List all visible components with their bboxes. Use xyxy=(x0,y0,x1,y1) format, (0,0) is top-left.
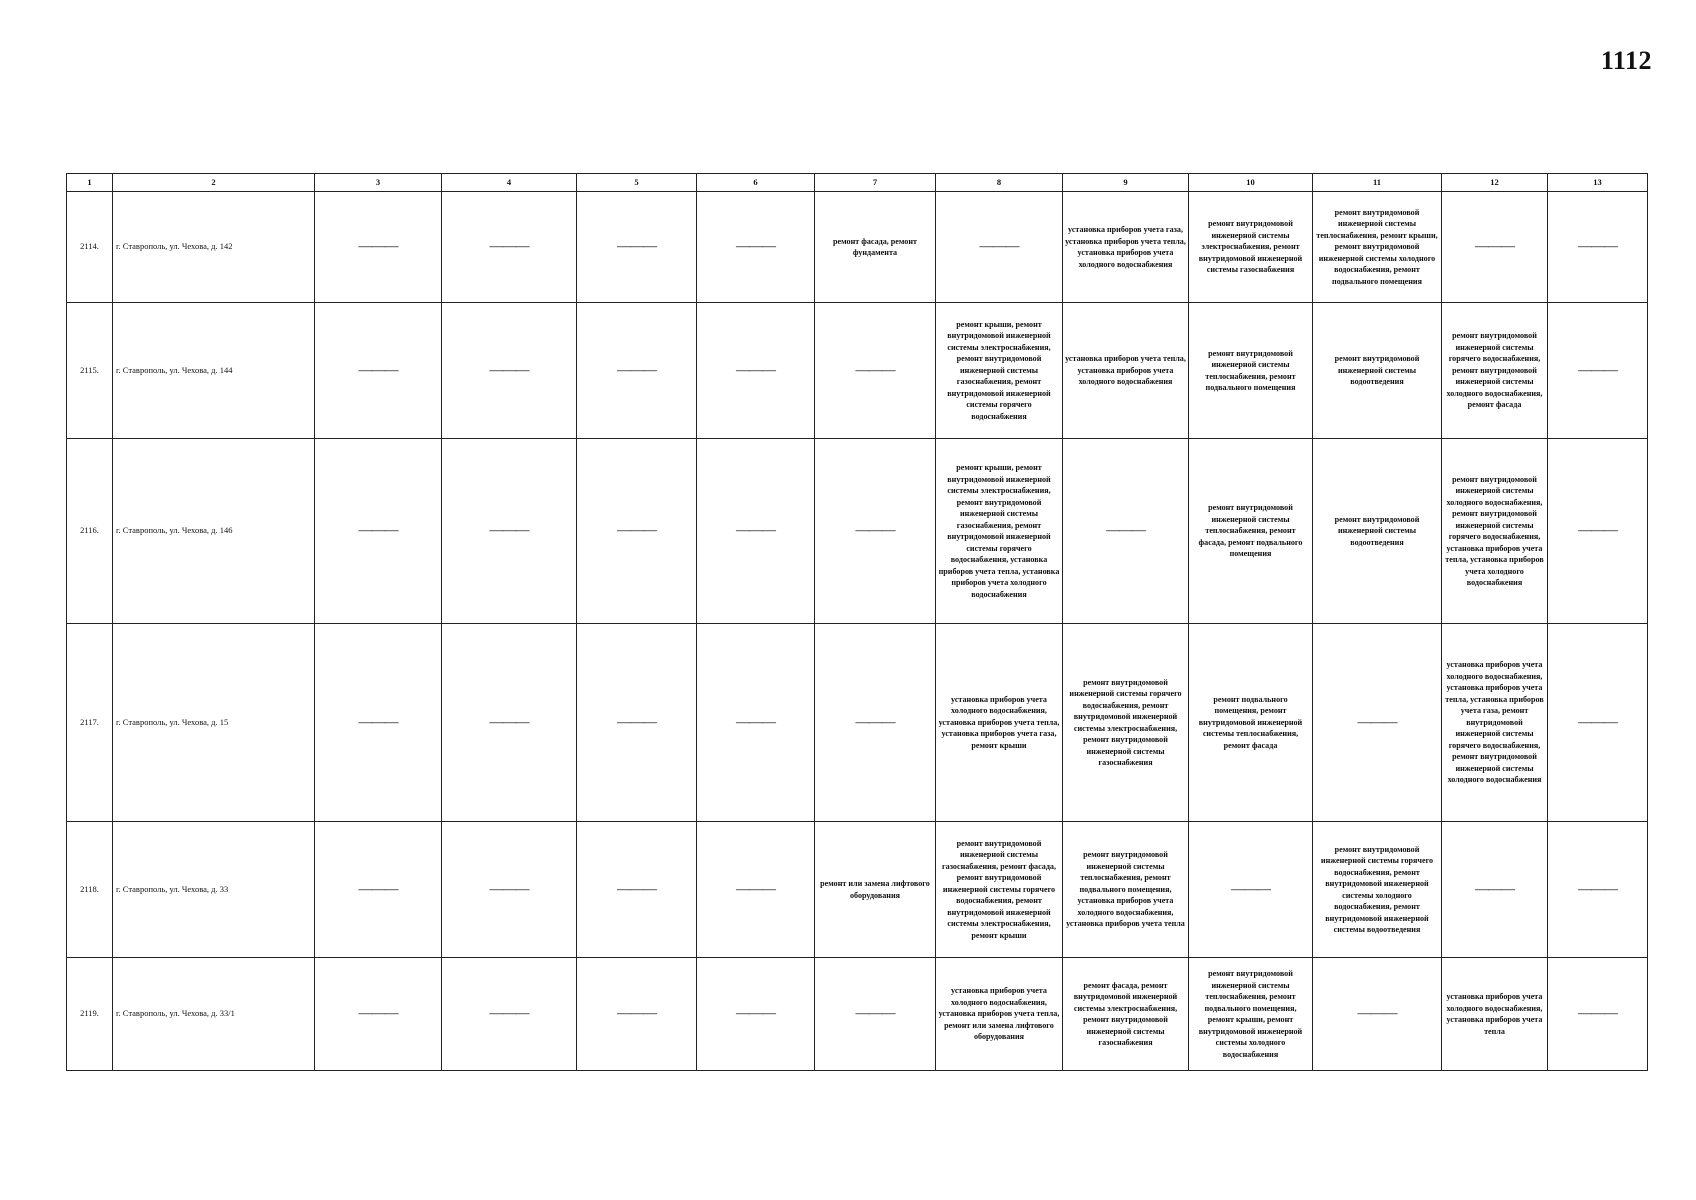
column-header: 9 xyxy=(1063,174,1189,192)
table-cell: ремонт внутридомовой инженерной системы теплоснабжения, ремонт подвального помещения, установка приборов учета холодного водоснабжения, установка приборов учета тепла xyxy=(1063,822,1189,958)
dash-cell: ——— xyxy=(936,192,1063,303)
dash-cell: ——— xyxy=(815,303,936,439)
dash-cell: ——— xyxy=(1548,192,1648,303)
column-header: 8 xyxy=(936,174,1063,192)
dash-cell: ——— xyxy=(697,822,815,958)
dash-cell: ——— xyxy=(315,192,442,303)
table-cell: ремонт внутридомовой инженерной системы теплоснабжения, ремонт фасада, ремонт подвального помещения xyxy=(1189,439,1313,624)
dash-cell: ——— xyxy=(697,624,815,822)
dash-cell: ——— xyxy=(442,303,577,439)
dash-cell: ——— xyxy=(1442,192,1548,303)
table-cell: ремонт крыши, ремонт внутридомовой инженерной системы электроснабжения, ремонт внутридомовой инженерной системы газоснабжения, ремонт внутридомовой инженерной системы горячего водоснабжения xyxy=(936,303,1063,439)
address-cell: г. Ставрополь, ул. Чехова, д. 146 xyxy=(113,439,315,624)
dash-cell: ——— xyxy=(577,192,697,303)
table-body xyxy=(67,174,1648,1071)
table-cell: установка приборов учета холодного водоснабжения, установка приборов учета тепла, ремонт или замена лифтового оборудования xyxy=(936,958,1063,1071)
dash-cell: ——— xyxy=(577,822,697,958)
dash-cell: ——— xyxy=(577,439,697,624)
table-cell: ремонт внутридомовой инженерной системы водоотведения xyxy=(1313,439,1442,624)
dash-cell: ——— xyxy=(315,822,442,958)
column-header: 2 xyxy=(113,174,315,192)
dash-cell: ——— xyxy=(577,303,697,439)
column-header: 7 xyxy=(815,174,936,192)
table-cell: установка приборов учета холодного водоснабжения, установка приборов учета тепла xyxy=(1442,958,1548,1071)
column-header: 11 xyxy=(1313,174,1442,192)
column-header: 5 xyxy=(577,174,697,192)
table-cell: ремонт внутридомовой инженерной системы газоснабжения, ремонт фасада, ремонт внутридомовой инженерной системы горячего водоснабжения, ремонт внутридомовой инженерной системы электроснабжения, ремонт крыши xyxy=(936,822,1063,958)
table-cell: установка приборов учета холодного водоснабжения, установка приборов учета тепла, установка приборов учета газа, ремонт крыши xyxy=(936,624,1063,822)
row-number: 2116. xyxy=(67,439,113,624)
dash-cell: ——— xyxy=(1313,958,1442,1071)
table-cell: ремонт внутридомовой инженерной системы электроснабжения, ремонт внутридомовой инженерной системы газоснабжения xyxy=(1189,192,1313,303)
dash-cell: ——— xyxy=(1548,303,1648,439)
row-number: 2118. xyxy=(67,822,113,958)
row-number: 2119. xyxy=(67,958,113,1071)
dash-cell: ——— xyxy=(577,624,697,822)
page-number: 1112 xyxy=(1600,46,1652,75)
dash-cell: ——— xyxy=(315,958,442,1071)
table-row xyxy=(67,958,1648,1071)
table-cell: ремонт внутридомовой инженерной системы теплоснабжения, ремонт подвального помещения, ремонт крыши, ремонт внутридомовой инженерной системы холодного водоснабжения xyxy=(1189,958,1313,1071)
dash-cell: ——— xyxy=(697,958,815,1071)
table-cell: ремонт фасада, ремонт фундамента xyxy=(815,192,936,303)
dash-cell: ——— xyxy=(1442,822,1548,958)
table-row xyxy=(67,624,1648,822)
table-cell: ремонт внутридомовой инженерной системы горячего водоснабжения, ремонт внутридомовой инженерной системы холодного водоснабжения, ремонт внутридомовой инженерной системы водоотведения xyxy=(1313,822,1442,958)
repair-schedule-table xyxy=(66,173,1648,1071)
dash-cell: ——— xyxy=(1548,624,1648,822)
table-cell: ремонт внутридомовой инженерной системы горячего водоснабжения, ремонт внутридомовой инженерной системы электроснабжения, ремонт внутридомовой инженерной системы газоснабжения xyxy=(1063,624,1189,822)
dash-cell: ——— xyxy=(315,624,442,822)
table-cell: ремонт фасада, ремонт внутридомовой инженерной системы электроснабжения, ремонт внутридомовой инженерной системы газоснабжения xyxy=(1063,958,1189,1071)
column-header: 6 xyxy=(697,174,815,192)
address-cell: г. Ставрополь, ул. Чехова, д. 144 xyxy=(113,303,315,439)
column-header: 1 xyxy=(67,174,113,192)
address-cell: г. Ставрополь, ул. Чехова, д. 33/1 xyxy=(113,958,315,1071)
column-header: 10 xyxy=(1189,174,1313,192)
dash-cell: ——— xyxy=(442,439,577,624)
table-row xyxy=(67,822,1648,958)
address-cell: г. Ставрополь, ул. Чехова, д. 33 xyxy=(113,822,315,958)
dash-cell: ——— xyxy=(1063,439,1189,624)
dash-cell: ——— xyxy=(815,624,936,822)
address-cell: г. Ставрополь, ул. Чехова, д. 142 xyxy=(113,192,315,303)
dash-cell: ——— xyxy=(1548,439,1648,624)
table-cell: ремонт или замена лифтового оборудования xyxy=(815,822,936,958)
table-row xyxy=(67,192,1648,303)
dash-cell: ——— xyxy=(1548,958,1648,1071)
dash-cell: ——— xyxy=(1313,624,1442,822)
dash-cell: ——— xyxy=(442,624,577,822)
row-number: 2114. xyxy=(67,192,113,303)
column-header: 4 xyxy=(442,174,577,192)
dash-cell: ——— xyxy=(315,303,442,439)
column-header: 13 xyxy=(1548,174,1648,192)
column-header: 12 xyxy=(1442,174,1548,192)
dash-cell: ——— xyxy=(1548,822,1648,958)
table-cell: ремонт подвального помещения, ремонт внутридомовой инженерной системы теплоснабжения, ремонт фасада xyxy=(1189,624,1313,822)
table-cell: ремонт внутридомовой инженерной системы холодного водоснабжения, ремонт внутридомовой инженерной системы горячего водоснабжения, установка приборов учета тепла, установка приборов учета холодного водоснабжения xyxy=(1442,439,1548,624)
table-row xyxy=(67,439,1648,624)
table-cell: ремонт внутридомовой инженерной системы теплоснабжения, ремонт подвального помещения xyxy=(1189,303,1313,439)
dash-cell: ——— xyxy=(697,192,815,303)
dash-cell: ——— xyxy=(442,822,577,958)
dash-cell: ——— xyxy=(815,958,936,1071)
dash-cell: ——— xyxy=(697,439,815,624)
table-cell: установка приборов учета тепла, установка приборов учета холодного водоснабжения xyxy=(1063,303,1189,439)
dash-cell: ——— xyxy=(577,958,697,1071)
row-number: 2117. xyxy=(67,624,113,822)
table-header-row xyxy=(67,174,1648,192)
row-number: 2115. xyxy=(67,303,113,439)
table-cell: ремонт внутридомовой инженерной системы водоотведения xyxy=(1313,303,1442,439)
table-cell: ремонт внутридомовой инженерной системы теплоснабжения, ремонт крыши, ремонт внутридомовой инженерной системы холодного водоснабжения, ремонт подвального помещения xyxy=(1313,192,1442,303)
dash-cell: ——— xyxy=(315,439,442,624)
dash-cell: ——— xyxy=(815,439,936,624)
dash-cell: ——— xyxy=(1189,822,1313,958)
dash-cell: ——— xyxy=(442,958,577,1071)
table-row xyxy=(67,303,1648,439)
table-cell: установка приборов учета газа, установка приборов учета тепла, установка приборов учета холодного водоснабжения xyxy=(1063,192,1189,303)
address-cell: г. Ставрополь, ул. Чехова, д. 15 xyxy=(113,624,315,822)
table-cell: ремонт внутридомовой инженерной системы горячего водоснабжения, ремонт внутридомовой инженерной системы холодного водоснабжения, ремонт фасада xyxy=(1442,303,1548,439)
table-cell: установка приборов учета холодного водоснабжения, установка приборов учета тепла, установка приборов учета газа, ремонт внутридомовой инженерной системы горячего водоснабжения, ремонт внутридомовой инженерной системы холодного водоснабжения xyxy=(1442,624,1548,822)
column-header: 3 xyxy=(315,174,442,192)
dash-cell: ——— xyxy=(697,303,815,439)
table-cell: ремонт крыши, ремонт внутридомовой инженерной системы электроснабжения, ремонт внутридомовой инженерной системы газоснабжения, ремонт внутридомовой инженерной системы горячего водоснабжения, установка приборов учета тепла, установка приборов учета холодного водоснабжения xyxy=(936,439,1063,624)
dash-cell: ——— xyxy=(442,192,577,303)
